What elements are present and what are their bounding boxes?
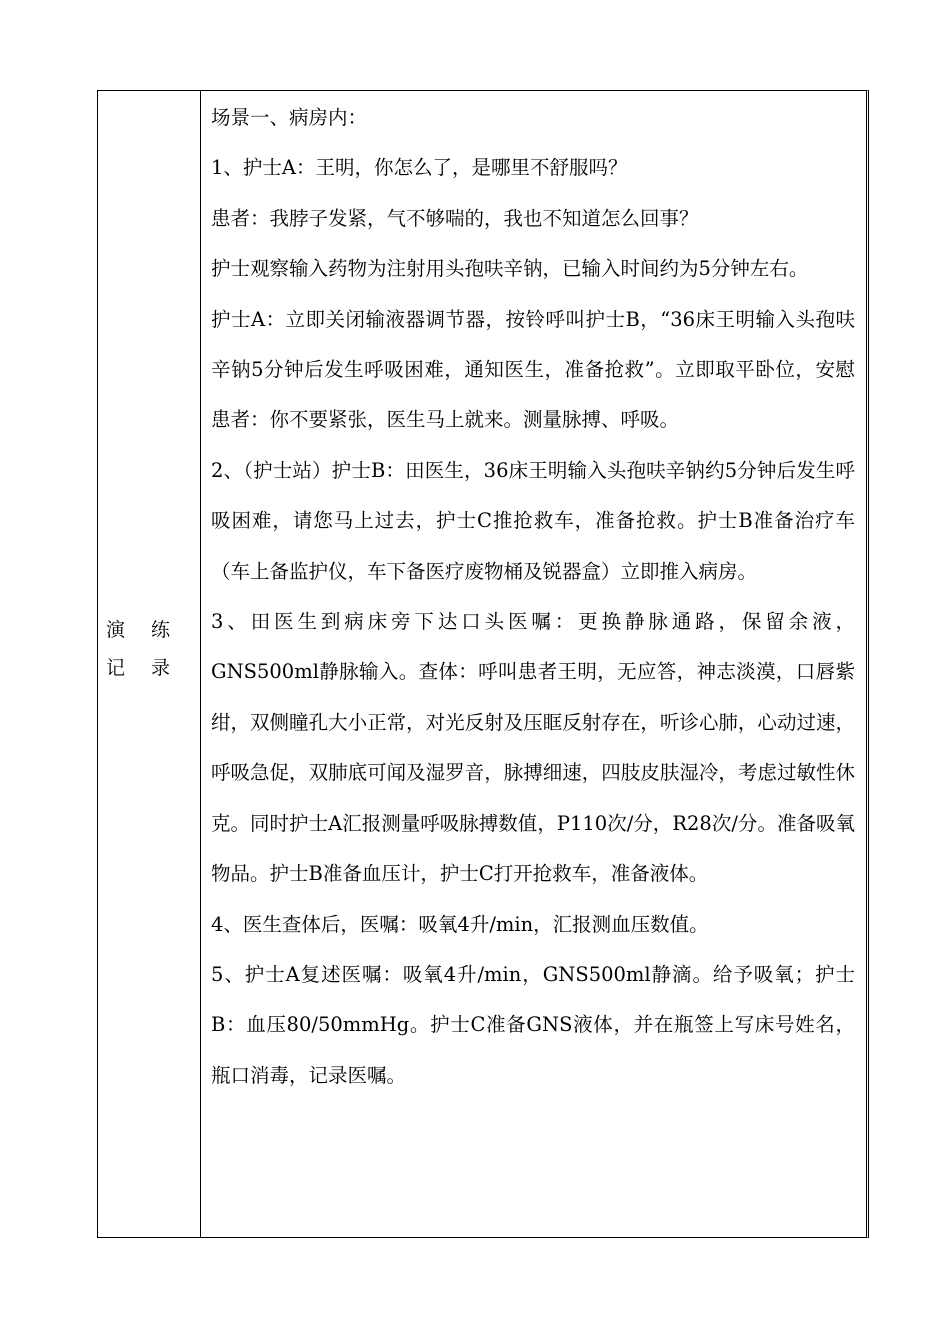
paragraph-4: 4、医生查体后，医嘱：吸氧4升/min，汇报测血压数值。: [211, 912, 709, 936]
column-divider: [200, 91, 201, 1237]
record-content: [211, 93, 855, 1101]
paragraph-observation: 护士观察输入药物为注射用头孢呋辛钠，已输入时间约为5分钟左右。: [211, 257, 809, 281]
record-label: 演 练 记 录: [106, 619, 181, 679]
paragraph-5: 5、护士A复述医嘱：吸氧4升/min，GNS500ml静滴。给予吸氧；护士B：血压80/50mmHg。护士C准备GNS液体，并在瓶签上写床号姓名，瓶口消毒，记录医嘱。: [211, 962, 855, 1087]
paragraph-scene: 场景一、病房内：: [211, 106, 368, 129]
paragraph-patient: 患者：我脖子发紧，气不够喘的，我也不知道怎么回事？: [211, 206, 699, 230]
paragraph-2: 2、（护士站）护士B：田医生，36床王明输入头孢呋辛钠约5分钟后发生呼吸困难，请您马上过去，护士C推抢救车，准备抢救。护士B准备治疗车（车上备监护仪，车下备医疗废物桶及锐器盒）立即推入病房。: [211, 458, 855, 583]
paragraph-nurse-a: 护士A：立即关闭输液器调节器，按铃呼叫护士B，“36床王明输入头孢呋辛钠5分钟后发生呼吸困难，通知医生，准备抢救”。立即取平卧位，安慰患者：你不要紧张，医生马上就来。测量脉搏、呼吸。: [211, 307, 855, 432]
paragraph-1: 1、护士A：王明，你怎么了，是哪里不舒服吗？: [211, 156, 628, 180]
record-table: [97, 90, 869, 1238]
paragraph-3: 3、田医生到病床旁下达口头医嘱：更换静脉通路，保留余液，GNS500ml静脉输入。查体：呼叫患者王明，无应答，神志淡漠，口唇紫绀，双侧瞳孔大小正常，对光反射及压眶反射存在，听诊心肺，心动过速，呼吸急促，双肺底可闻及湿罗音，脉搏细速，四肢皮肤湿冷，考虑过敏性休克。同时护士A汇报测量呼吸脉搏数值，P110次/分，R28次/分。准备吸氧物品。护士B准备血压计，护士C打开抢救车，准备液体。: [211, 610, 855, 886]
